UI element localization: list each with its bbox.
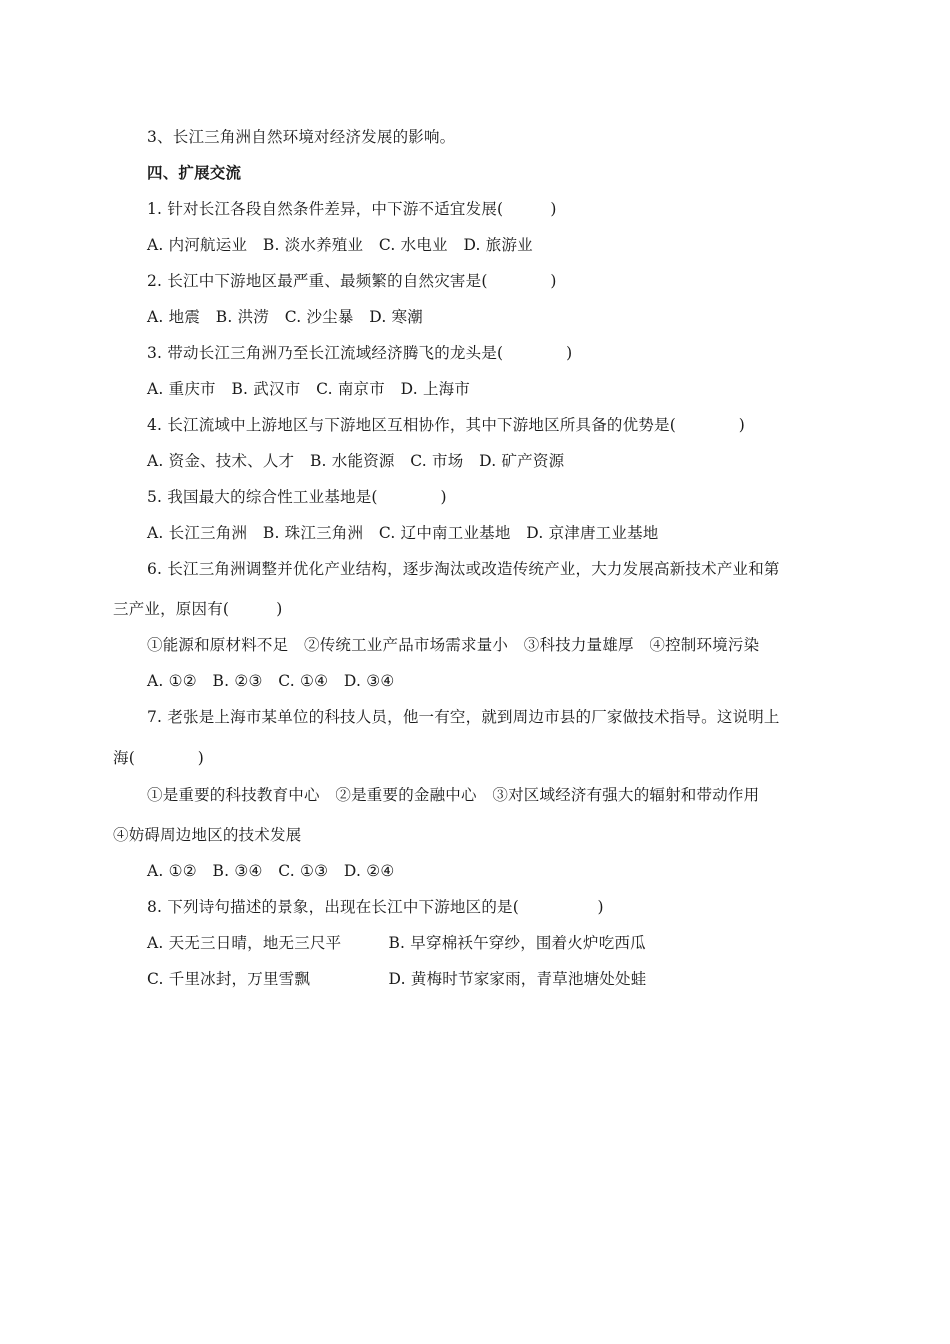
- question-2-options: A. 地震 B. 洪涝 C. 沙尘暴 D. 寒潮: [147, 308, 423, 326]
- question-2-stem: 2. 长江中下游地区最严重、最频繁的自然灾害是( ): [147, 272, 557, 290]
- section-heading: 四、扩展交流: [147, 164, 242, 182]
- question-7-stem: 7. 老张是上海市某单位的科技人员，他一有空，就到周边市县的厂家做技术指导。这说明上: [147, 708, 780, 726]
- question-4-options: A. 资金、技术、人才 B. 水能资源 C. 市场 D. 矿产资源: [147, 452, 565, 470]
- question-1-options: A. 内河航运业 B. 淡水养殖业 C. 水电业 D. 旅游业: [147, 236, 533, 254]
- question-7-stem-cont: 海( ): [113, 749, 204, 767]
- question-3-stem: 3. 带动长江三角洲乃至长江流域经济腾飞的龙头是( ): [147, 344, 573, 362]
- question-5-stem: 5. 我国最大的综合性工业基地是( ): [147, 488, 447, 506]
- question-6-statements: ①能源和原材料不足 ②传统工业产品市场需求量小 ③科技力量雄厚 ④控制环境污染: [147, 636, 760, 654]
- question-8-options-line-1: A. 天无三日晴，地无三尺平 B. 早穿棉袄午穿纱，围着火炉吃西瓜: [147, 934, 646, 952]
- question-1-stem: 1. 针对长江各段自然条件差异，中下游不适宜发展( ): [147, 200, 557, 218]
- question-6-options: A. ①② B. ②③ C. ①④ D. ③④: [147, 672, 395, 690]
- question-5-options: A. 长江三角洲 B. 珠江三角洲 C. 辽中南工业基地 D. 京津唐工业基地: [147, 524, 659, 542]
- question-8-options-line-2: C. 千里冰封，万里雪飘 D. 黄梅时节家家雨，青草池塘处处蛙: [147, 970, 647, 988]
- question-7-statement-line-2: ④妨碍周边地区的技术发展: [113, 826, 302, 844]
- question-7-options: A. ①② B. ③④ C. ①③ D. ②④: [147, 862, 395, 880]
- item-3-text: 3、长江三角洲自然环境对经济发展的影响。: [147, 128, 456, 146]
- question-7-statement-line-1: ①是重要的科技教育中心 ②是重要的金融中心 ③对区域经济有强大的辐射和带动作用: [147, 786, 760, 804]
- question-8-stem: 8. 下列诗句描述的景象，出现在长江中下游地区的是( ): [147, 898, 604, 916]
- question-4-stem: 4. 长江流域中上游地区与下游地区互相协作，其中下游地区所具备的优势是( ): [147, 416, 746, 434]
- question-6-stem-cont: 三产业，原因有( ): [113, 600, 283, 618]
- question-3-options: A. 重庆市 B. 武汉市 C. 南京市 D. 上海市: [147, 380, 471, 398]
- question-6-stem: 6. 长江三角洲调整并优化产业结构，逐步淘汰或改造传统产业，大力发展高新技术产业和第: [147, 560, 780, 578]
